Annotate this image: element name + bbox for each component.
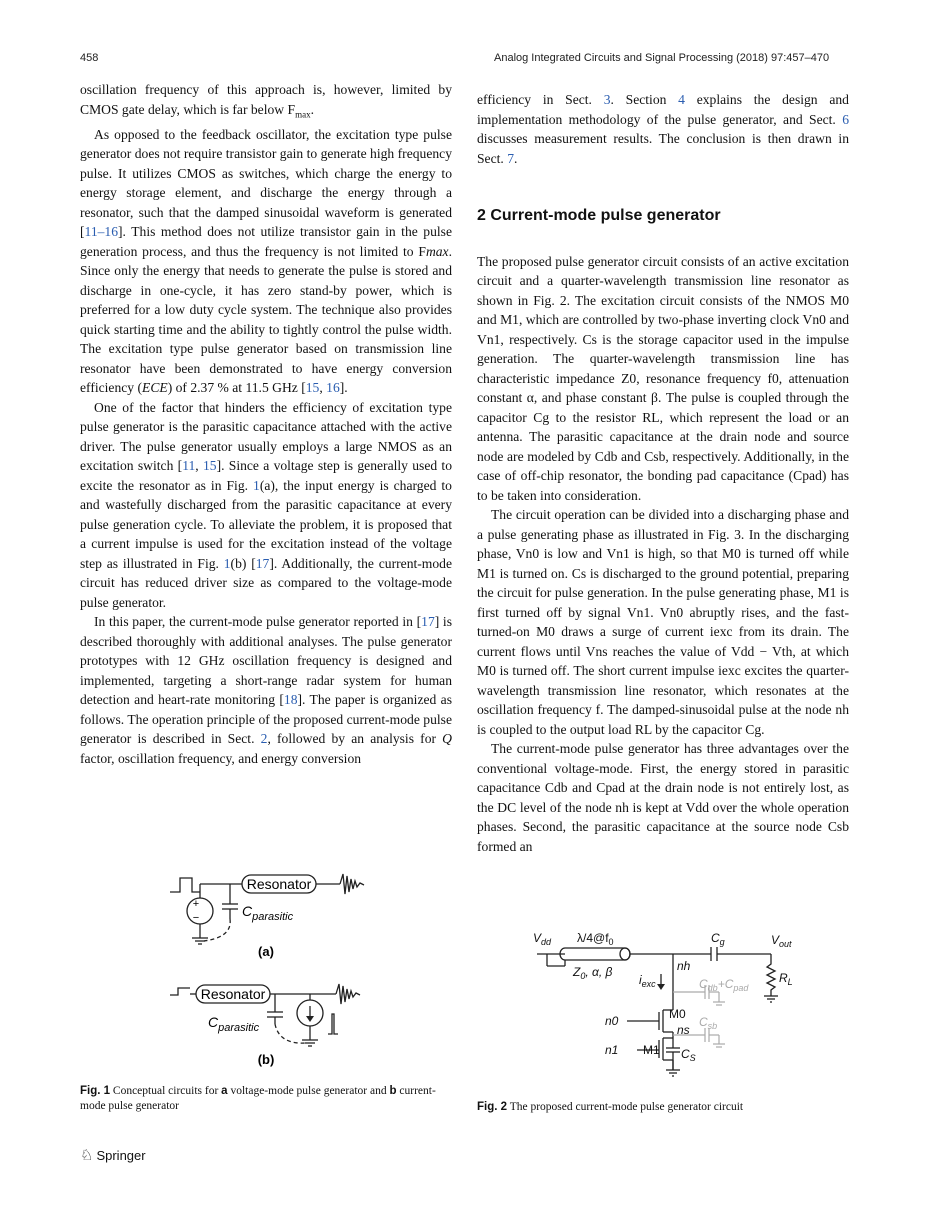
nh-label: nh: [677, 959, 691, 973]
paragraph: The circuit operation can be divided into a discharging phase and a pulse generating phase as illustrated in Fig. 3. In the discharging phase, Vn0 is low and Vn1 is high, so that M0 is turned off while M1 is turned on. Cs is discharged to the ground potential, preparing the circuit for pulse generation. In the pulse generating phase, M1 is first turned off by signal Vn1. Vn0 abruptly rises, and the fast-turned-on M0 draws a surge of current iexc from its drain. The current flows until Vns reaches the value of Vdd − Vth, at which M0 is turned off. The short current impulse iexc excites the quarter-wavelength transmission line resonator, which resonates at the oscillation frequency f. The damped-sinusoidal pulse at the node nh is coupled to the output load RL by the capacitor Cg.: [477, 507, 849, 737]
springer-logo-icon: ♘: [80, 1147, 94, 1164]
c-parasitic-label-a: $C_{parasitic}$: [242, 903, 294, 923]
vout-label: $V_{out}$: [771, 933, 792, 949]
paragraph: As opposed to the feedback oscillator, the excitation type pulse generator does not require transistor gain to generate high frequency pulse. It utilizes CMOS as switches, which charge the energy to energy storage element, and discharge the energy through a resonator, such that the damped sinusoidal waveform is generated [11–16]. This method does not utilize transistor gain in the pulse generation process, and thus the frequency is not limited to Fmax. Since only the energy that needs to generate the pulse is stored and discharge in one-cycle, it has zero stand-by power, which is preferred for a low duty cycle system. The technique also provides quick starting time and the ability to tightly control the pulse width. The excitation type pulse generator based on transmission line resonator have been demonstrated to have energy conversion efficiency (ECE) of 2.37 % at 11.5 GHz [15, 16].: [80, 126, 452, 396]
output-pulse-a: [340, 874, 364, 894]
svg-text:−: −: [192, 912, 200, 924]
subfigure-label-b: (b): [257, 1052, 275, 1067]
figure-1: [160, 864, 380, 1074]
figure-1-caption: Fig. 1 Conceptual circuits for a voltage-mode pulse generator and b current-mode pulse generator: [80, 1085, 436, 1112]
section-heading: 2 Current-mode pulse generator: [477, 207, 721, 224]
voltage-source: [187, 898, 213, 924]
figure-link[interactable]: 1: [223, 555, 231, 571]
paragraph: efficiency in Sect. 3. Section 4 explains the design and implementation methodology of the pulse generator, and Sect. 6 discusses measurement results. The conclusion is then drawn in Sect. 7.: [477, 92, 849, 166]
svg-text:+: +: [192, 898, 200, 910]
section-link[interactable]: 7: [507, 150, 514, 166]
n0-label: n0: [605, 1014, 619, 1028]
ns-label: ns: [677, 1023, 690, 1037]
right-column: [477, 90, 849, 856]
iexc-label: $i_{exc}$: [639, 973, 656, 989]
citation-link[interactable]: 11–16: [84, 224, 119, 240]
left-column: [80, 80, 452, 768]
paragraph: oscillation frequency of this approach is, however, limited by CMOS gate delay, which is far below $F_{max}$.: [80, 82, 452, 120]
citation-link[interactable]: 16: [326, 380, 340, 396]
n1-label: n1: [605, 1043, 619, 1057]
z0-label: $Z_0$, α, β: [573, 965, 613, 981]
section-link[interactable]: 3: [603, 92, 611, 107]
running-header: Analog Integrated Circuits and Signal Processing (2018) 97:457–470: [494, 52, 830, 64]
cg-label: $C_g$: [711, 931, 725, 947]
m0-label: M0: [669, 1007, 686, 1021]
subfigure-label-a: (a): [258, 944, 274, 959]
paragraph: In this paper, the current-mode pulse generator reported in [17] is described thoroughly with additional analyses. The pulse generator prototypes with 12 GHz oscillation frequency is designed and implemented, targeting a short-range radar system for human detection and heart-rate monitoring [18]. The paper is organized as follows. The operation principle of the proposed current-mode pulse generator is described in Sect. 2, followed by an analysis for Q factor, oscillation frequency, and energy conversion: [80, 614, 452, 766]
voltage-step-waveform: [170, 878, 200, 892]
section-link[interactable]: 6: [842, 111, 849, 127]
paragraph: One of the factor that hinders the efficiency of excitation type pulse generator is the parasitic capacitance attached with the active driver. The pulse generator usually employs a large NMOS as an excitation switch [11, 15]. Since a voltage step is generally used to excite the resonator as in Fig. 1(a), the input energy is charged to and wastefully discharged from the parasitic capacitance at every pulse generation cycle. To alleviate the problem, it is proposed that a current impulse is used for the excitation instead of the voltage step as illustrated in Fig. 1(b) [17]. Additionally, the current-mode circuit has reduced driver size as compared to the voltage-mode pulse generator.: [80, 399, 453, 610]
csb-label: $C_{sb}$: [699, 1015, 718, 1031]
citation-link[interactable]: 11: [182, 458, 196, 474]
citation-link[interactable]: 17: [255, 555, 270, 571]
rl-label: $R_L$: [779, 971, 793, 987]
tl-label: $\lambda/4@f_0$: [577, 931, 614, 947]
page-number: 458: [80, 52, 99, 64]
cs-label: $C_S$: [681, 1047, 696, 1063]
publisher-footer: ♘ Springer: [80, 1147, 146, 1164]
section-link[interactable]: 2: [260, 731, 268, 747]
figure-link[interactable]: 1: [253, 477, 260, 493]
citation-link[interactable]: 18: [283, 692, 298, 708]
paragraph: The current-mode pulse generator has three advantages over the conventional voltage-mode. First, the energy stored in parasitic capacitance Cdb and Cpad at the drain node is not entirely lost, as the DC level of the node nh is kept at Vdd over the whole operation phases. Second, the parasitic capacitance at the source node Csb formed an: [477, 741, 849, 854]
current-step-waveform: [170, 988, 190, 995]
c-parasitic-label-b: $C_{parasitic}$: [208, 1014, 260, 1034]
cdb-cpad-label: $C_{db}+C_{pad}$: [699, 977, 749, 993]
load-resistor: [767, 954, 775, 996]
figure-2: [525, 930, 815, 1090]
resonator-label-a: Resonator: [246, 876, 312, 892]
output-pulse-b: [336, 984, 360, 1004]
paragraph: The proposed pulse generator circuit consists of an active excitation circuit and a quarter-wavelength transmission line resonator as shown in Fig. 2. The excitation circuit consists of the NMOS M0 and M1, which are controlled by two-phase inverting clock Vn0 and Vn1, respectively. Cs is the storage capacitor used in the impulse generation. The quarter-wavelength transmission line has characteristic impedance Z0, resonance frequency f0, attenuation constant α, and phase constant β. The pulse is coupled through the capacitor Cg to the resistor RL, which represent the load or an antenna. The parasitic capacitance at the drain node and source node are modeled by Cdb and Csb, respectively. Additionally, in the case of off-chip resonator, the bonding pad capacitance (Cpad) has to be taken into consideration.: [477, 253, 849, 503]
citation-link[interactable]: 15: [202, 458, 217, 474]
m1-label: M1: [643, 1043, 660, 1057]
figure-2-caption: Fig. 2 The proposed current-mode pulse generator circuit: [477, 1101, 744, 1113]
citation-link[interactable]: 15: [305, 380, 320, 396]
resonator-label-b: Resonator: [200, 986, 266, 1002]
vdd-label: $V_{dd}$: [533, 931, 552, 947]
section-link[interactable]: 4: [678, 92, 685, 107]
citation-link[interactable]: 17: [421, 614, 435, 630]
